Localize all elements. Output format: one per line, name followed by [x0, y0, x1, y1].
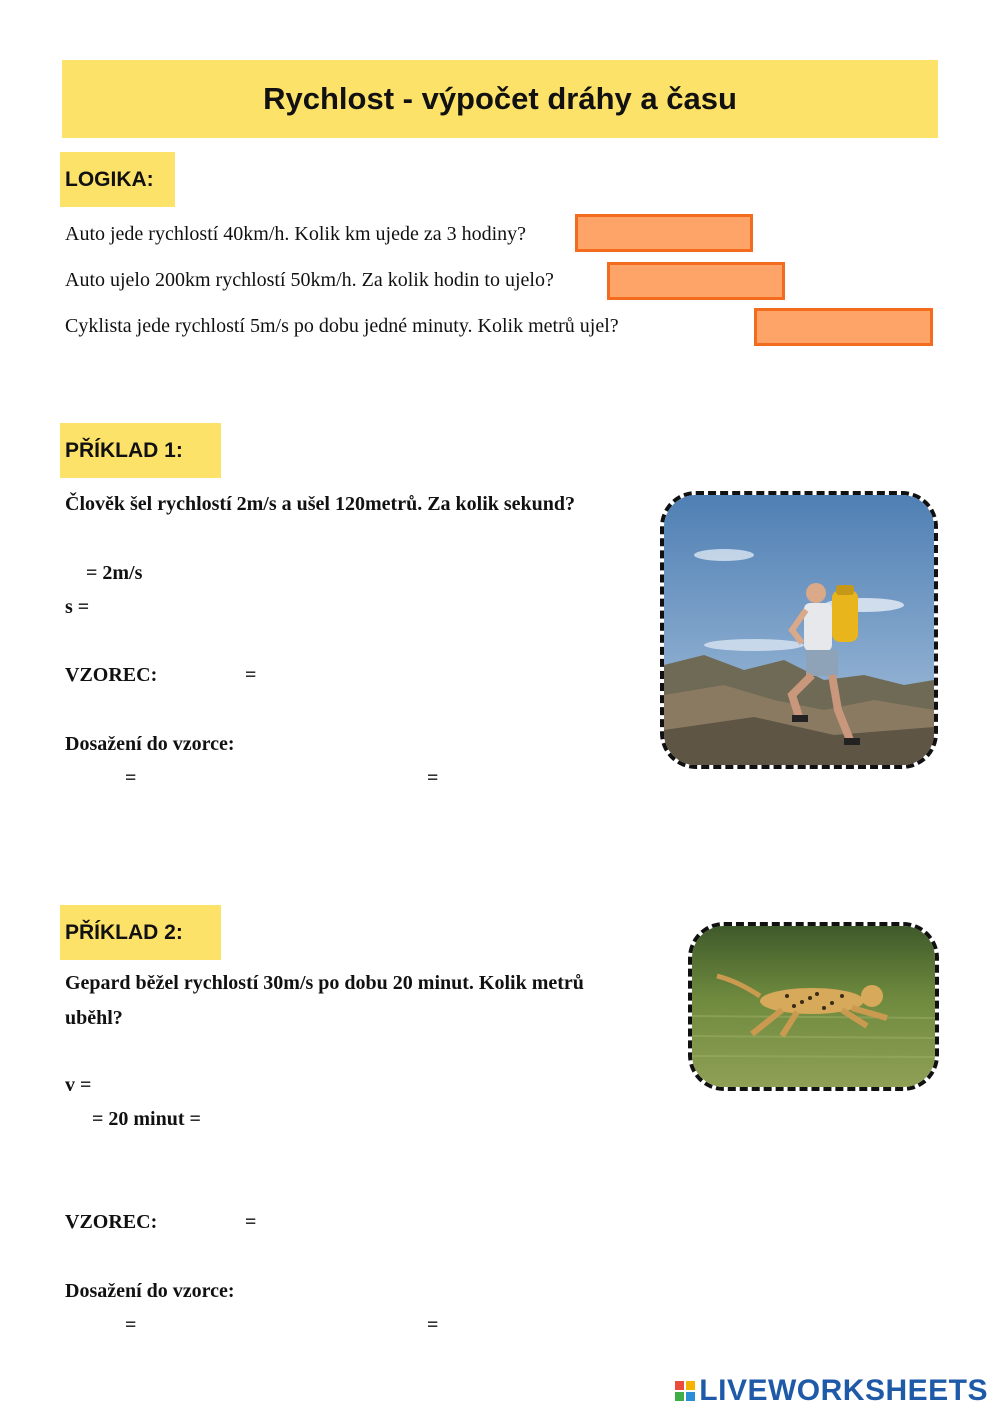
example2-problem-line2: uběhl? — [65, 1007, 123, 1029]
example2-speed-line: v = — [65, 1074, 92, 1096]
example2-equals-a: = — [125, 1314, 137, 1336]
example2-heading: PŘÍKLAD 2: — [60, 905, 221, 960]
example1-equals-b: = — [427, 767, 439, 789]
example1-speed-line: = 2m/s — [86, 562, 143, 584]
example1-formula-equals: = — [245, 664, 257, 686]
example2-formula-equals: = — [245, 1211, 257, 1233]
example2-time-line: = 20 minut = — [92, 1108, 201, 1130]
logic-heading: LOGIKA: — [60, 152, 175, 207]
answer-box-2[interactable] — [607, 262, 785, 300]
logic-question-2: Auto ujelo 200km rychlostí 50km/h. Za kolik hodin to ujelo? — [65, 269, 554, 291]
example2-formula-label: VZOREC: — [65, 1211, 158, 1233]
hiker-illustration — [664, 495, 934, 765]
logo-mark-icon — [675, 1381, 695, 1401]
page-title: Rychlost - výpočet dráhy a času — [263, 81, 737, 116]
answer-box-3[interactable] — [754, 308, 933, 346]
example1-distance-line: s = — [65, 596, 90, 618]
example1-substitution-label: Dosažení do vzorce: — [65, 733, 235, 755]
example2-problem-line1: Gepard běžel rychlostí 30m/s po dobu 20 minut. Kolik metrů — [65, 972, 584, 994]
liveworksheets-logo — [675, 1374, 988, 1408]
example2-equals-b: = — [427, 1314, 439, 1336]
example2-substitution-label: Dosažení do vzorce: — [65, 1280, 235, 1302]
answer-box-1[interactable] — [575, 214, 753, 252]
logo-text: LIVEWORKSHEETS — [699, 1374, 988, 1407]
example1-problem: Člověk šel rychlostí 2m/s a ušel 120metrů. Za kolik sekund? — [65, 493, 576, 515]
cheetah-illustration — [692, 926, 935, 1087]
example1-heading: PŘÍKLAD 1: — [60, 423, 221, 478]
logic-question-1: Auto jede rychlostí 40km/h. Kolik km ujede za 3 hodiny? — [65, 223, 527, 245]
logic-question-3: Cyklista jede rychlostí 5m/s po dobu jedné minuty. Kolik metrů ujel? — [65, 315, 619, 337]
example1-equals-a: = — [125, 767, 137, 789]
example1-formula-label: VZOREC: — [65, 664, 158, 686]
title-banner — [62, 60, 938, 138]
hiker-photo — [660, 491, 938, 769]
cheetah-photo — [688, 922, 939, 1091]
